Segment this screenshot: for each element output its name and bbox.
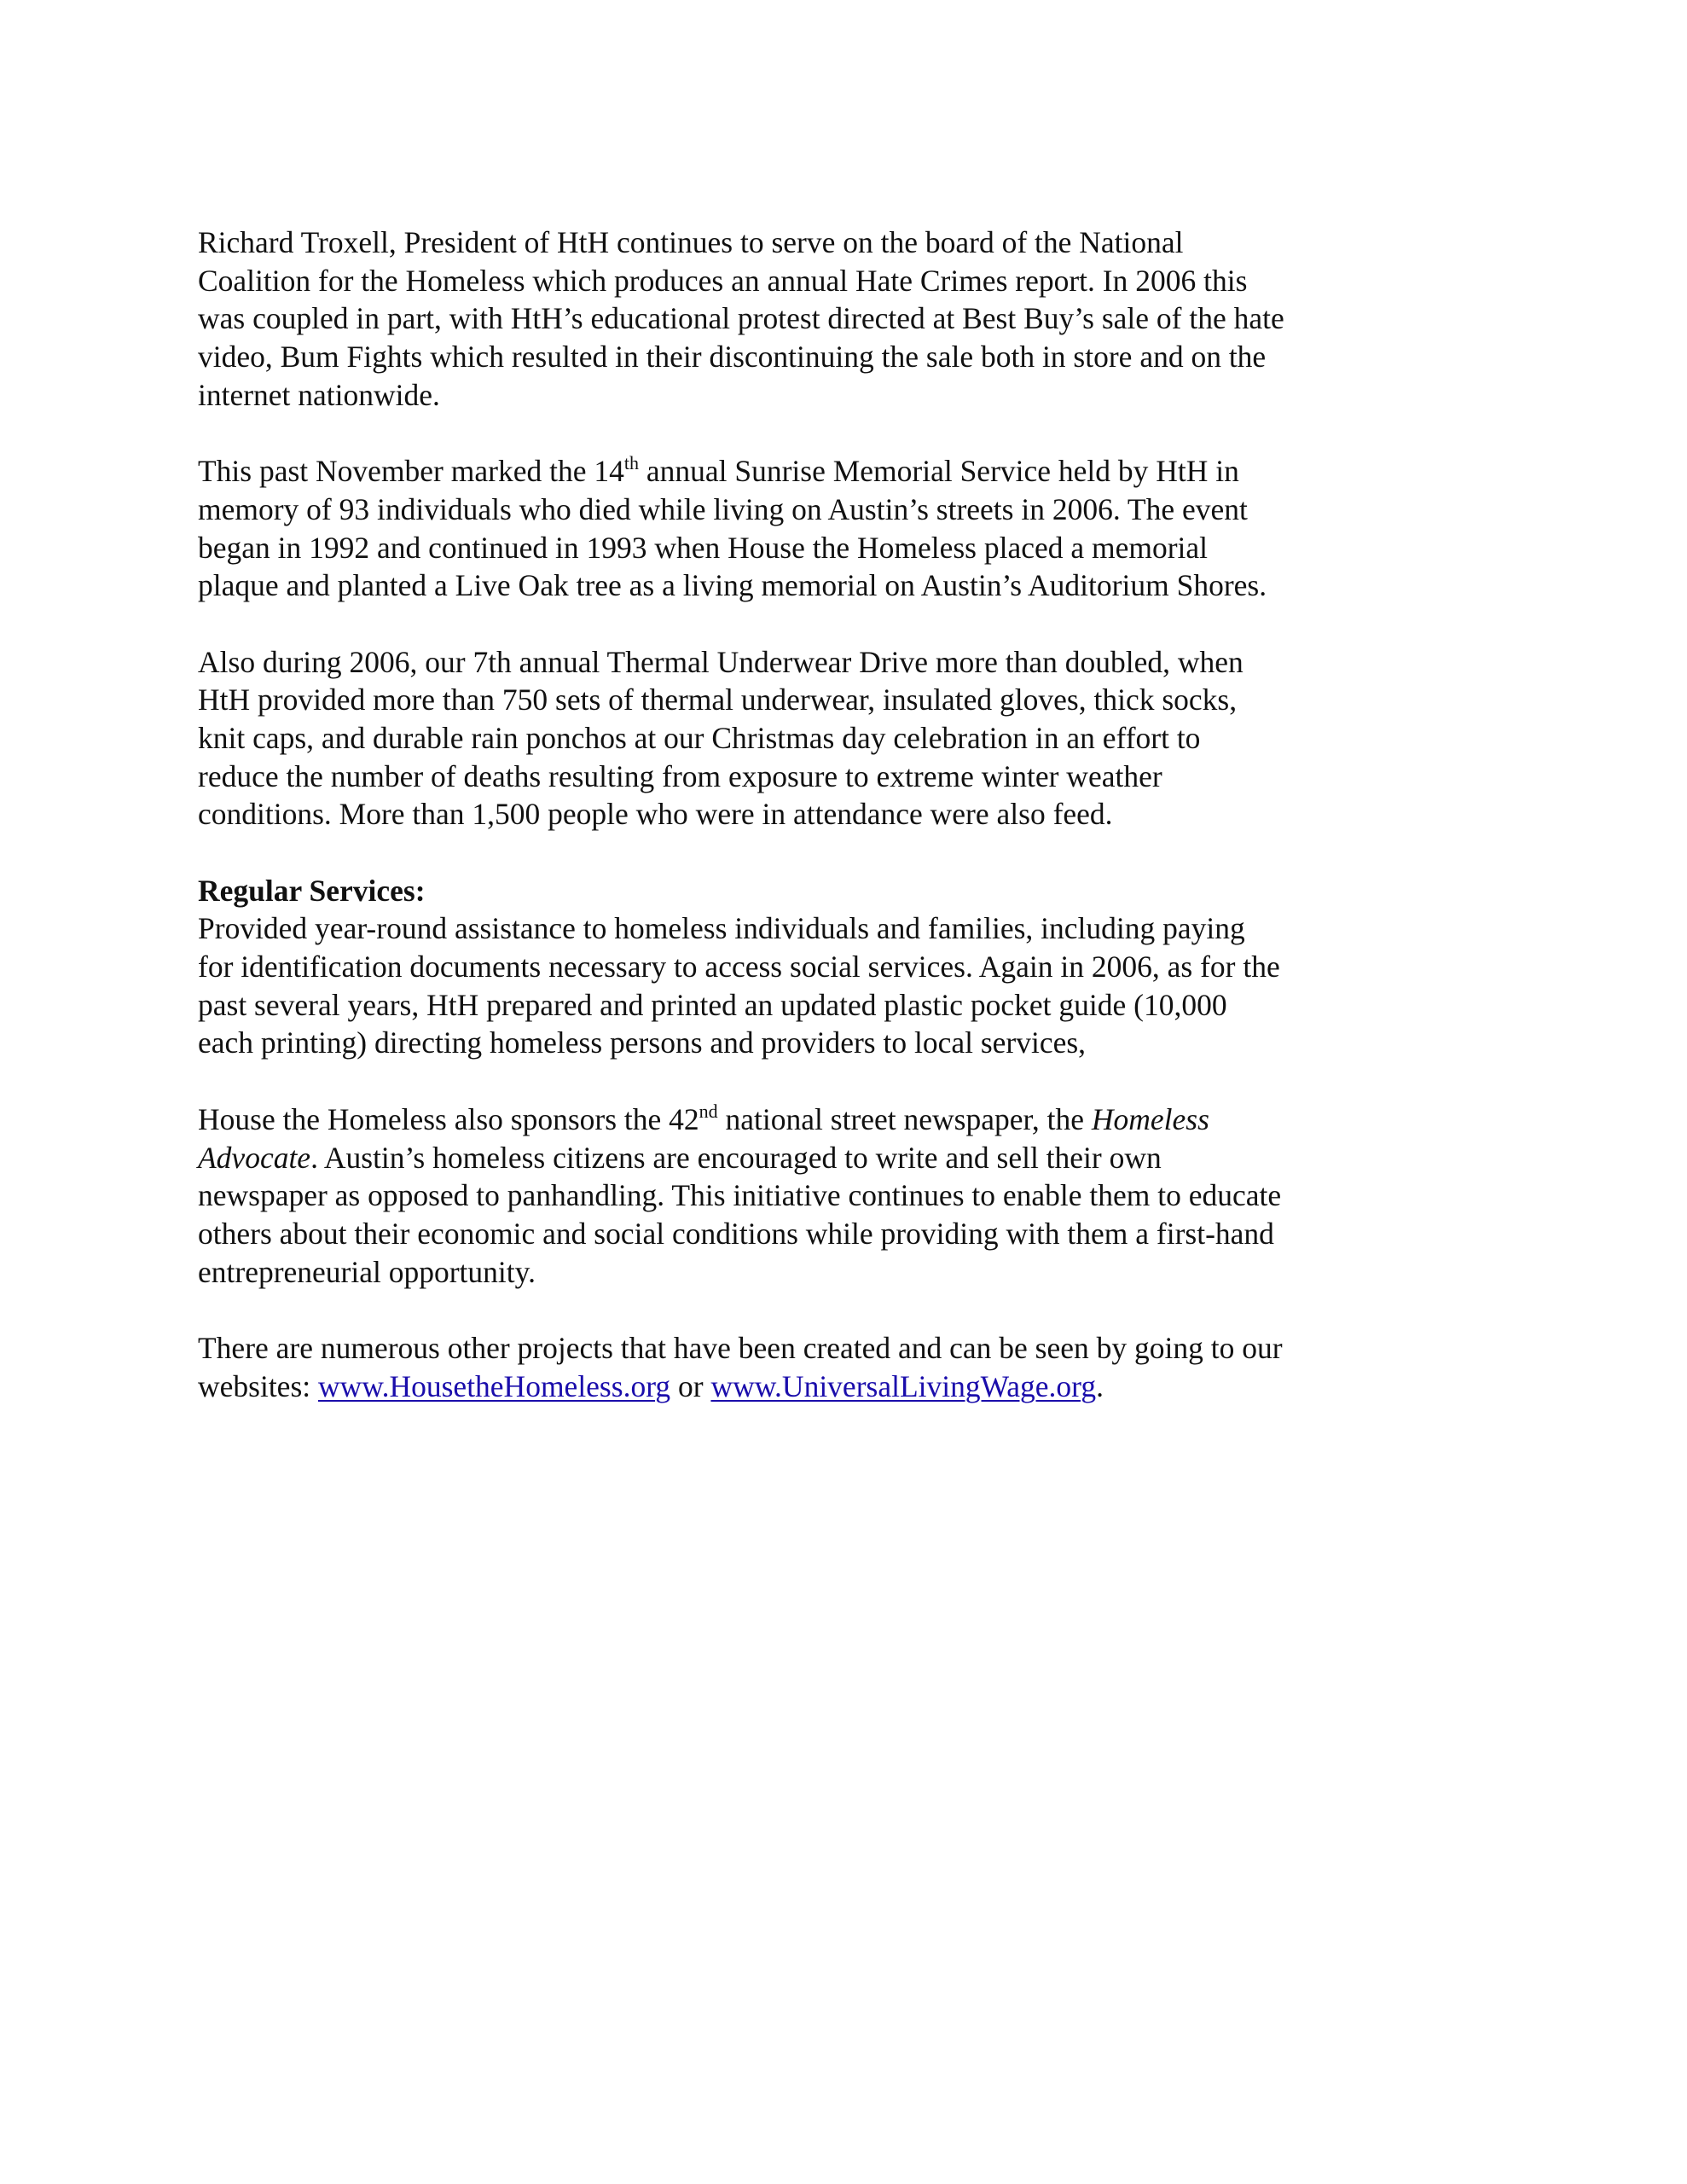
text-line <box>198 1139 1426 1177</box>
text-line: Coalition for the Homeless which produces an annual Hate Crimes report. In 2006 this <box>198 263 1248 298</box>
paragraph-board-service <box>198 224 1426 414</box>
text-run: websites: <box>198 1368 318 1403</box>
text-run: or <box>670 1368 711 1403</box>
text-line: knit caps, and durable rain ponchos at our Christmas day celebration in an effort to <box>198 720 1201 755</box>
paragraph-memorial-service <box>198 452 1426 605</box>
text-line: began in 1992 and continued in 1993 when House the Homeless placed a memorial <box>198 530 1209 565</box>
section-heading: Regular Services: <box>198 873 426 908</box>
text-line: video, Bum Fights which resulted in their discontinuing the sale both in store and on the <box>198 340 1267 375</box>
text-line: Provided year-round assistance to homeless individuals and families, including paying <box>198 911 1245 946</box>
paragraph-street-newspaper <box>198 1101 1426 1291</box>
text-line: Richard Troxell, President of HtH continues to serve on the board of the National <box>198 225 1184 259</box>
text-line: entrepreneurial opportunity. <box>198 1254 536 1289</box>
document-body <box>198 224 1426 1443</box>
universal-living-wage-link[interactable]: www.UniversalLivingWage.org <box>710 1368 1097 1403</box>
text-line: plaque and planted a Live Oak tree as a living memorial on Austin’s Auditorium Shores. <box>198 568 1267 603</box>
text-line: each printing) directing homeless persons and providers to local services, <box>198 1025 1087 1060</box>
text-run: House the Homeless also sponsors the 42 <box>198 1101 699 1136</box>
text-line: memory of 93 individuals who died while living on Austin’s streets in 2006. The event <box>198 491 1248 526</box>
text-line: others about their economic and social conditions while providing with them a first-hand <box>198 1216 1274 1251</box>
text-run: This past November marked the 14 <box>198 454 624 489</box>
text-line: internet nationwide. <box>198 377 440 412</box>
text-line: Also during 2006, our 7th annual Thermal Underwear Drive more than doubled, when <box>198 644 1244 679</box>
text-line: There are numerous other projects that have been created and can be seen by going to our <box>198 1330 1283 1365</box>
ordinal-superscript: nd <box>699 1100 718 1122</box>
text-line: was coupled in part, with HtH’s educational protest directed at Best Buy’s sale of the hate <box>198 301 1284 336</box>
text-line: for identification documents necessary to access social services. Again in 2006, as for the <box>198 950 1280 985</box>
text-line <box>198 1101 1426 1139</box>
house-the-homeless-link[interactable]: www.HousetheHomeless.org <box>318 1368 671 1403</box>
text-run: . Austin’s homeless citizens are encouraged to write and sell their own <box>310 1140 1162 1175</box>
text-run: national street newspaper, the <box>717 1101 1092 1136</box>
paragraph-websites <box>198 1329 1426 1405</box>
text-line: conditions. More than 1,500 people who were in attendance were also feed. <box>198 797 1113 832</box>
text-run: . <box>1096 1368 1104 1403</box>
paragraph-regular-services <box>198 872 1426 1062</box>
text-run: annual Sunrise Memorial Service held by HtH in <box>638 454 1239 489</box>
text-line: past several years, HtH prepared and printed an updated plastic pocket guide (10,000 <box>198 987 1227 1022</box>
newspaper-title: Homeless <box>1091 1101 1209 1136</box>
paragraph-thermal-drive <box>198 643 1426 834</box>
ordinal-superscript: th <box>623 452 639 474</box>
text-line: HtH provided more than 750 sets of thermal underwear, insulated gloves, thick socks, <box>198 682 1238 717</box>
text-line <box>198 1368 1426 1406</box>
text-line: reduce the number of deaths resulting from exposure to extreme winter weather <box>198 758 1162 793</box>
text-line <box>198 452 1426 491</box>
newspaper-title: Advocate <box>198 1140 311 1175</box>
text-line: newspaper as opposed to panhandling. This initiative continues to enable them to educate <box>198 1178 1282 1213</box>
